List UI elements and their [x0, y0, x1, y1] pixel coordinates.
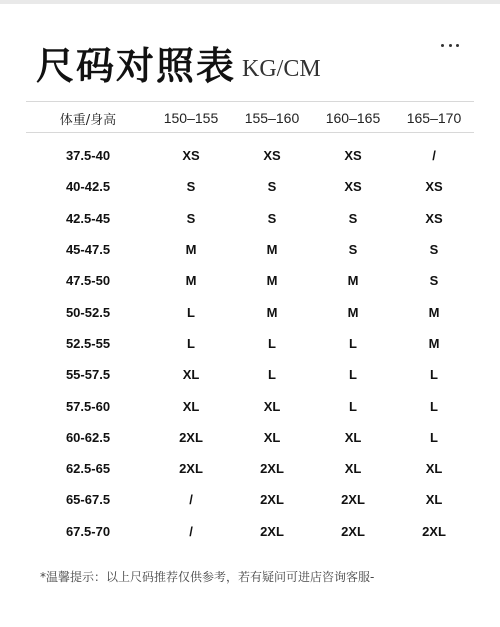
size-cell: XS	[263, 148, 281, 164]
weight-range-cell: 50-52.5	[65, 304, 111, 320]
size-cell: M	[428, 304, 440, 320]
size-cell: S	[186, 210, 196, 226]
header-rule-bottom	[26, 132, 474, 133]
size-cell: /	[432, 148, 436, 164]
size-cell: L	[430, 429, 438, 445]
weight-range-cell: 52.5-55	[65, 335, 111, 351]
table-row	[0, 516, 500, 547]
size-cell: S	[267, 210, 277, 226]
size-cell: XL	[425, 461, 443, 477]
more-options-icon[interactable]	[441, 40, 459, 50]
page-header	[36, 44, 321, 88]
weight-range-cell: 67.5-70	[65, 523, 111, 539]
top-divider	[0, 0, 500, 4]
table-row	[0, 296, 500, 327]
size-cell: 2XL	[260, 492, 284, 508]
size-cell: L	[187, 335, 195, 351]
size-cell: /	[189, 492, 193, 508]
size-cell: /	[189, 523, 193, 539]
size-cell: L	[430, 367, 438, 383]
weight-range-cell: 57.5-60	[65, 398, 111, 414]
size-cell: M	[266, 242, 278, 258]
footer-note: *温馨提示：以上尺码推荐仅供参考，若有疑问可进店咨询客服-	[40, 570, 375, 584]
size-cell: M	[347, 273, 359, 289]
size-cell: 2XL	[341, 523, 365, 539]
size-cell: 2XL	[179, 461, 203, 477]
weight-range-cell: 37.5-40	[65, 148, 111, 164]
table-row	[0, 422, 500, 453]
size-cell: 2XL	[179, 429, 203, 445]
column-header-height-4: 165–170	[406, 110, 462, 126]
size-cell: XS	[344, 179, 362, 195]
column-header-height-1: 150–155	[163, 110, 219, 126]
size-cell: XL	[263, 398, 281, 414]
table-row	[0, 140, 500, 171]
table-row	[0, 453, 500, 484]
size-cell: L	[430, 398, 438, 414]
table-row	[0, 171, 500, 202]
weight-range-cell: 65-67.5	[65, 492, 111, 508]
size-cell: XL	[182, 367, 200, 383]
size-cell: 2XL	[422, 523, 446, 539]
table-header	[0, 104, 500, 132]
weight-range-cell: 42.5-45	[65, 210, 111, 226]
weight-range-cell: 60-62.5	[65, 429, 111, 445]
size-cell: XL	[344, 461, 362, 477]
table-row	[0, 359, 500, 390]
size-cell: M	[266, 273, 278, 289]
size-cell: XL	[425, 492, 443, 508]
size-cell: L	[268, 367, 276, 383]
weight-range-cell: 40-42.5	[65, 179, 111, 195]
size-cell: M	[266, 304, 278, 320]
size-cell: L	[349, 367, 357, 383]
unit-label: KG/CM	[242, 56, 321, 82]
size-cell: M	[428, 335, 440, 351]
table-row	[0, 203, 500, 234]
table-row	[0, 234, 500, 265]
size-cell: XL	[263, 429, 281, 445]
size-cell: 2XL	[260, 461, 284, 477]
size-cell: XS	[425, 210, 443, 226]
column-header-weight-height: 体重/身高	[59, 112, 117, 128]
size-cell: M	[185, 242, 197, 258]
size-cell: S	[348, 242, 358, 258]
size-cell: L	[268, 335, 276, 351]
size-cell: XS	[182, 148, 200, 164]
size-cell: S	[186, 179, 196, 195]
size-cell: L	[187, 304, 195, 320]
column-header-height-2: 155–160	[244, 110, 300, 126]
weight-range-cell: 45-47.5	[65, 242, 111, 258]
column-header-height-3: 160–165	[325, 110, 381, 126]
table-row	[0, 484, 500, 515]
size-cell: M	[347, 304, 359, 320]
size-cell: 2XL	[260, 523, 284, 539]
weight-range-cell: 62.5-65	[65, 461, 111, 477]
size-cell: S	[429, 273, 439, 289]
size-cell: XS	[344, 148, 362, 164]
size-cell: XL	[182, 398, 200, 414]
size-table-body	[0, 140, 500, 547]
header-rule-top	[26, 101, 474, 102]
page-title: 尺码对照表	[36, 44, 237, 88]
size-cell: S	[429, 242, 439, 258]
weight-range-cell: 47.5-50	[65, 273, 111, 289]
weight-range-cell: 55-57.5	[65, 367, 111, 383]
size-cell: L	[349, 398, 357, 414]
size-cell: 2XL	[341, 492, 365, 508]
table-row	[0, 390, 500, 421]
size-cell: S	[348, 210, 358, 226]
size-cell: XS	[425, 179, 443, 195]
table-row	[0, 265, 500, 296]
size-cell: M	[185, 273, 197, 289]
size-cell: XL	[344, 429, 362, 445]
size-cell: L	[349, 335, 357, 351]
size-cell: S	[267, 179, 277, 195]
table-row	[0, 328, 500, 359]
